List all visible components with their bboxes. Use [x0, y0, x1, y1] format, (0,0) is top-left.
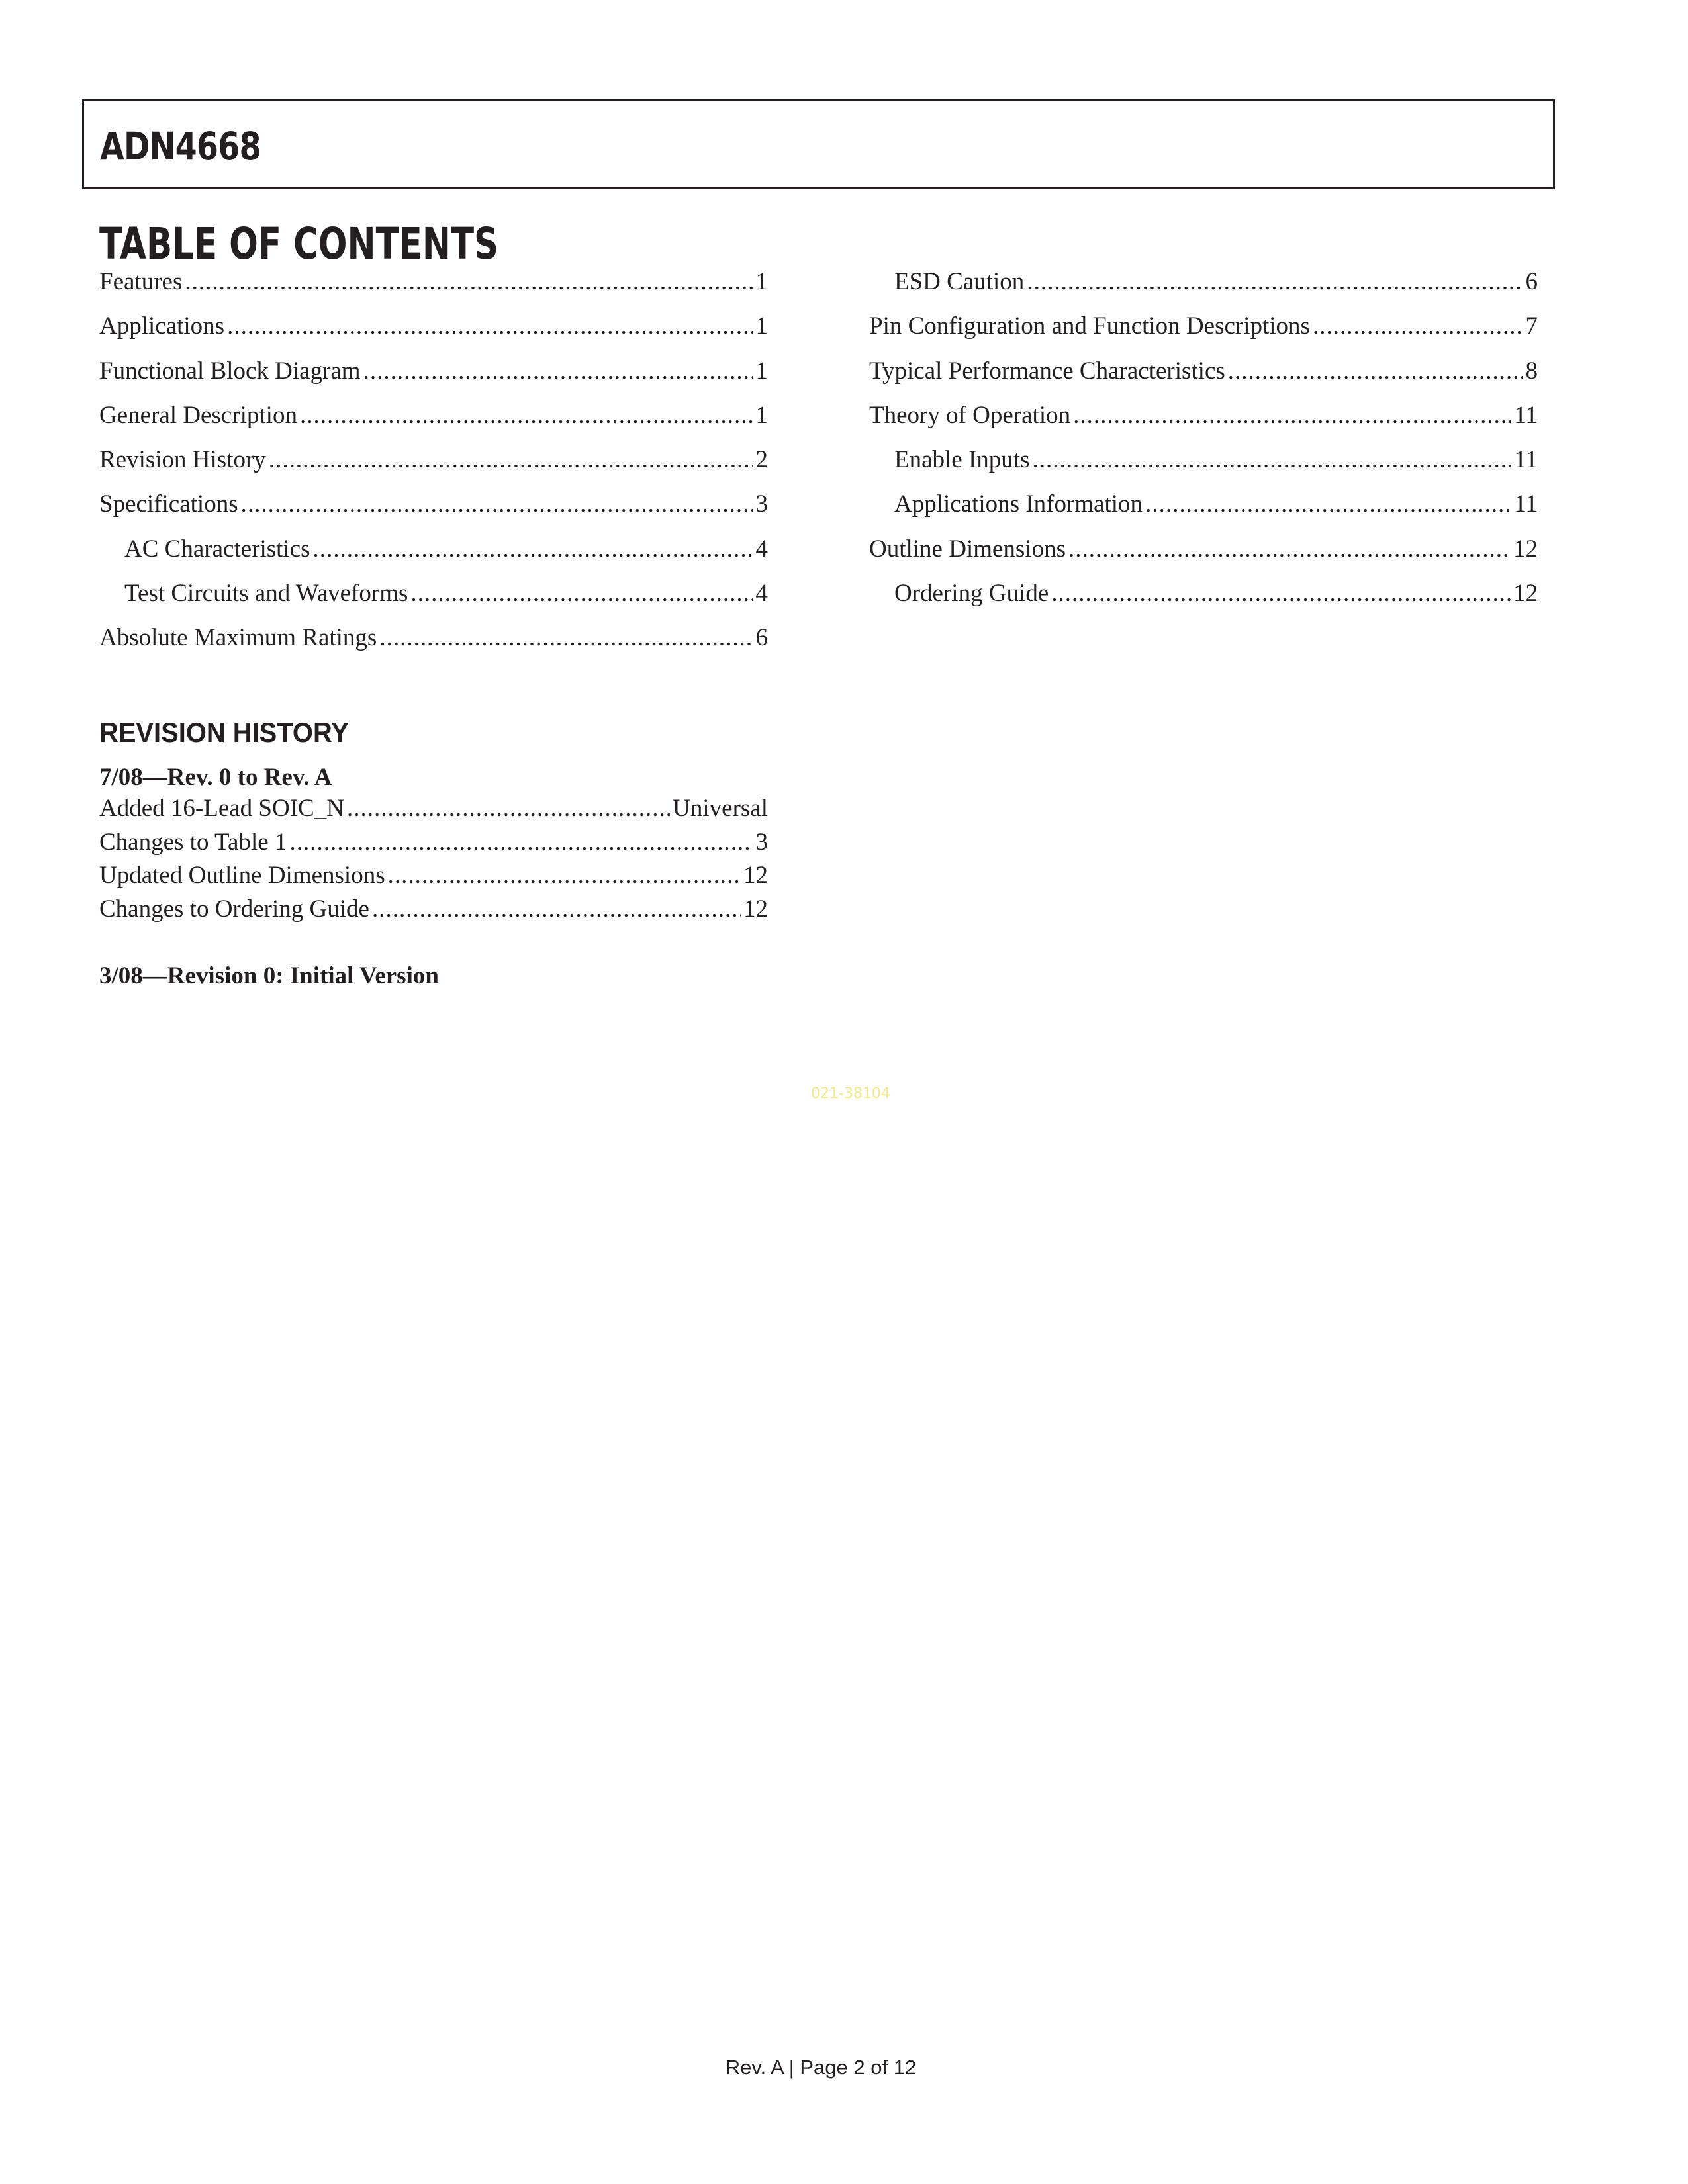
revision-history-heading: REVISION HISTORY [99, 717, 349, 748]
toc-entry-revision-history[interactable] [99, 445, 768, 490]
dot-leader [1228, 357, 1523, 385]
toc-entry-page: 1 [755, 357, 768, 385]
dot-leader [289, 828, 753, 856]
toc-entry-label: Test Circuits and Waveforms [124, 580, 408, 608]
dot-leader [379, 623, 753, 652]
toc-entry-label: Pin Configuration and Function Descriptions [869, 312, 1310, 340]
dot-leader [1145, 490, 1511, 518]
toc-entry-label: Theory of Operation [869, 401, 1071, 429]
revision-entry-label: Updated Outline Dimensions [99, 862, 385, 889]
toc-entry-ordering-guide[interactable] [869, 579, 1538, 623]
toc-entry-theory-of-operation[interactable] [869, 401, 1538, 445]
dot-leader [1313, 312, 1523, 340]
dot-leader [388, 861, 741, 889]
toc-entry-page: 12 [1513, 535, 1538, 563]
toc-entry-label: ESD Caution [894, 268, 1025, 295]
toc-entry-applications[interactable] [99, 312, 768, 356]
toc-entry-page: 4 [755, 580, 768, 608]
toc-entry-ac-characteristics[interactable] [99, 535, 768, 579]
revision-entry [99, 895, 768, 929]
toc-entry-page: 11 [1514, 446, 1538, 474]
toc-entry-page: 3 [755, 490, 768, 518]
toc-entry-label: Revision History [99, 446, 266, 474]
toc-entry-applications-information[interactable] [869, 490, 1538, 534]
toc-entry-label: Applications [99, 312, 225, 340]
dot-leader [347, 794, 670, 823]
toc-right-column [869, 267, 1538, 623]
toc-entry-label: Applications Information [894, 490, 1143, 518]
toc-entry-page: 6 [1525, 268, 1538, 295]
toc-entry-label: Features [99, 268, 183, 295]
dot-leader [372, 895, 741, 923]
toc-entry-typical-performance[interactable] [869, 357, 1538, 401]
toc-left-column [99, 267, 768, 668]
toc-entry-label: AC Characteristics [124, 535, 310, 563]
dot-leader [1051, 579, 1511, 608]
toc-entry-page: 8 [1525, 357, 1538, 385]
revision-entry-page: 3 [755, 828, 768, 856]
toc-entry-page: 11 [1514, 490, 1538, 518]
toc-entry-specifications[interactable] [99, 490, 768, 534]
revision-0-title: 3/08—Revision 0: Initial Version [99, 962, 439, 989]
dot-leader [1068, 535, 1511, 563]
dot-leader [313, 535, 753, 563]
dot-leader [410, 579, 753, 608]
toc-entry-label: Absolute Maximum Ratings [99, 624, 377, 652]
dot-leader [1073, 401, 1511, 430]
revision-entry [99, 861, 768, 895]
toc-entry-functional-block-diagram[interactable] [99, 357, 768, 401]
toc-entry-features[interactable] [99, 267, 768, 312]
toc-entry-page: 1 [755, 401, 768, 429]
toc-entry-page: 11 [1514, 401, 1538, 429]
toc-entry-test-circuits[interactable] [99, 579, 768, 623]
revision-a-block [99, 761, 768, 928]
toc-entry-enable-inputs[interactable] [869, 445, 1538, 490]
toc-entry-page: 7 [1525, 312, 1538, 340]
toc-entry-page: 6 [755, 624, 768, 652]
toc-entry-label: Functional Block Diagram [99, 357, 361, 385]
dot-leader [300, 401, 753, 430]
toc-entry-label: Typical Performance Characteristics [869, 357, 1225, 385]
toc-entry-absolute-maximum-ratings[interactable] [99, 623, 768, 668]
toc-entry-label: Enable Inputs [894, 446, 1030, 474]
toc-entry-label: Ordering Guide [894, 580, 1049, 608]
dot-leader [241, 490, 753, 518]
toc-entry-page: 2 [755, 446, 768, 474]
revision-entry-page: 12 [743, 862, 768, 889]
toc-entry-page: 1 [755, 268, 768, 295]
dot-leader [269, 445, 753, 474]
revision-entry-label: Changes to Ordering Guide [99, 895, 369, 923]
toc-entry-pin-configuration[interactable] [869, 312, 1538, 356]
revision-entry-page: Universal [673, 795, 768, 822]
toc-entry-outline-dimensions[interactable] [869, 535, 1538, 579]
toc-entry-esd-caution[interactable] [869, 267, 1538, 312]
revision-entry-label: Changes to Table 1 [99, 828, 287, 856]
toc-entry-page: 12 [1513, 580, 1538, 608]
toc-entry-general-description[interactable] [99, 401, 768, 445]
revision-a-title: 7/08—Rev. 0 to Rev. A [99, 764, 332, 791]
toc-entry-page: 1 [755, 312, 768, 340]
dot-leader [1027, 267, 1523, 296]
toc-entry-page: 4 [755, 535, 768, 563]
toc-title: TABLE OF CONTENTS [99, 218, 499, 269]
watermark: 021-38104 [811, 1085, 890, 1102]
toc-entry-label: General Description [99, 401, 297, 429]
revision-0-block [99, 960, 768, 993]
toc-entry-label: Specifications [99, 490, 238, 518]
revision-entry-page: 12 [743, 895, 768, 923]
dot-leader [363, 357, 753, 385]
dot-leader [227, 312, 753, 340]
dot-leader [1032, 445, 1511, 474]
header-box [82, 99, 1555, 189]
revision-entry-label: Added 16-Lead SOIC_N [99, 795, 344, 822]
revision-entry [99, 794, 768, 828]
dot-leader [185, 267, 753, 296]
part-number: ADN4668 [100, 124, 261, 169]
page-footer: Rev. A | Page 2 of 12 [725, 2056, 917, 2079]
revision-entry [99, 828, 768, 862]
toc-entry-label: Outline Dimensions [869, 535, 1066, 563]
